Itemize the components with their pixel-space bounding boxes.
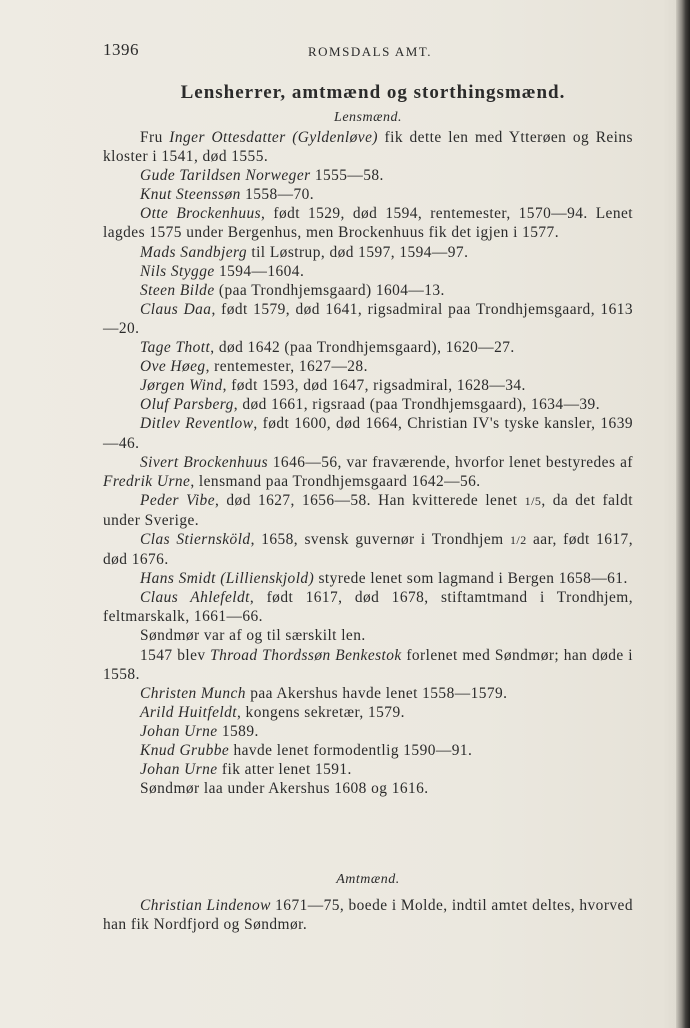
entry-paragraph [103,262,633,281]
entry-paragraph [103,703,633,722]
person-name: Clas Stiernsköld [140,530,251,548]
person-name: Oluf Parsberg [140,396,234,414]
entry-text: , født 1593, død 1647, rigsadmiral, 1628—34. [222,377,526,395]
entry-text: , død 1642 (paa Trondhjemsgaard), 1620—27. [210,339,515,357]
page-header [103,40,633,64]
person-name: Christen Munch [140,684,246,702]
person-name: Gude Tarildsen Norweger [140,167,311,185]
page-number: 1396 [103,40,139,59]
entry-text: , da det faldt under Sverige. [103,491,633,529]
entry-text: fik dette len med Ytterøen og Reins kloster i 1541, død 1555. [103,129,633,166]
entry-paragraph [103,569,633,588]
entry-text: havde lenet formodentlig 1590—91. [229,742,473,759]
entry-text: (paa Trondhjemsgaard) 1604—13. [214,281,445,299]
person-name: Claus Ahlefeldt [140,589,250,607]
page-edge-shadow [676,0,690,1028]
person-name: Steen Bilde [140,281,215,299]
fraction: 1/5 [524,493,542,508]
person-name: Jørgen Wind [140,377,223,395]
person-name: Hans Smidt (Lillienskjold) [140,570,315,588]
entry-paragraph [103,588,633,626]
person-name: Inger Ottesdatter (Gyldenløve) [169,129,378,146]
person-name: Sivert Brockenhuus [140,453,269,471]
person-name: Fredrik Urne [103,472,191,490]
entry-paragraph [103,357,633,376]
entry-paragraph [103,128,633,166]
entry-paragraph [103,453,633,491]
entry-paragraph [103,530,633,569]
entry-paragraph [103,185,633,204]
entry-prefix: Fru [140,129,170,146]
entry-text: paa Akershus havde lenet 1558—1579. [245,684,508,702]
entry-paragraph [103,741,633,760]
entry-paragraph [103,414,633,452]
entry-prefix: Søndmør laa under Akershus 1608 og 1616. [140,780,429,798]
entry-paragraph [103,281,633,300]
amtmaend-list [103,896,633,934]
person-name: Throad Thordssøn Benkestok [210,646,402,664]
entry-text: , født 1529, død 1594, rentemester, 1570—94. Lenet lagdes 1575 under Bergenhus, men Brockenhuus fik det igjen i 1577. [103,205,633,242]
section-heading-lensmaend: Lensmænd. [334,110,402,125]
entry-paragraph [103,300,633,338]
entry-paragraph [103,646,633,684]
entry-text: , 1658, svensk guvernør i Trondhjem [250,530,510,548]
entry-text: 1646—56, var fraværende, hvorfor lenet bestyredes af [268,453,633,471]
entry-paragraph [103,779,633,798]
entry-text: , død 1627, 1656—58. Han kvitterede lenet [214,491,525,509]
entry-text: styrede lenet som lagmand i Bergen 1658—61. [314,570,628,588]
entry-paragraph [103,243,633,262]
person-name: Ove Høeg [140,358,206,376]
section-heading-amtmaend: Amtmænd. [336,872,400,887]
entry-paragraph [103,166,633,185]
entry-paragraph [103,204,633,242]
entry-text: , født 1617, død 1678, stiftamtmand i Trondhjem, feltmarskalk, 1661—66. [103,589,633,626]
entry-text: 1589. [217,722,259,740]
person-name: Nils Stygge [140,262,215,280]
entry-text: 1594—1604. [214,262,305,280]
entry-paragraph [103,684,633,703]
entry-text: , kongens sekretær, 1579. [236,703,405,721]
entry-text: , død 1661, rigsraad (paa Trondhjemsgaard), 1634—39. [233,396,600,414]
person-name: Christian Lindenow [140,897,271,914]
person-name: Arild Huitfeldt [140,703,237,721]
person-name: Tage Thott [140,339,211,357]
person-name: Johan Urne [140,722,218,740]
entry-text: fik atter lenet 1591. [217,761,352,779]
running-head: ROMSDALS AMT. [308,44,433,59]
page-title: Lensherrer, amtmænd og storthingsmænd. [180,82,566,103]
person-name: Otte Brockenhuus [140,205,262,223]
person-name: Knut Steenssøn [140,186,241,204]
entry-paragraph [103,338,633,357]
entry-paragraph [103,760,633,779]
entry-paragraph [103,896,633,934]
person-name: Claus Daa [140,300,212,318]
entry-text: , rentemester, 1627—28. [205,358,368,376]
entry-text: 1671—75, boede i Molde, indtil amtet deltes, hvorved han fik Nordfjord og Søndmør. [103,897,633,934]
person-name: Peder Vibe [140,491,215,509]
entry-text: aar, født 1617, død 1676. [103,530,633,569]
entry-paragraph [103,491,633,530]
person-name: Knud Grubbe [140,742,230,759]
person-name: Johan Urne [140,761,218,779]
entry-paragraph [103,626,633,645]
person-name: Ditlev Reventlow [140,415,254,433]
entry-text: 1555—58. [310,167,384,185]
entry-text: , født 1579, død 1641, rigsadmiral paa Trondhjemsgaard, 1613—20. [103,300,634,337]
entry-text: forlenet med Søndmør; han døde i 1558. [103,646,633,683]
entry-paragraph [103,376,633,395]
entry-text: , født 1600, død 1664, Christian IV's tyske kansler, 1639—46. [103,415,633,452]
entry-paragraph [103,395,633,414]
fraction: 1/2 [509,532,527,547]
person-name: Mads Sandbjerg [140,243,248,261]
entry-paragraph [103,722,633,741]
lensmaend-list [103,128,633,798]
entry-prefix: Søndmør var af og til særskilt len. [140,627,366,645]
entry-text: til Løstrup, død 1597, 1594—97. [247,243,469,261]
entry-text: , lensmand paa Trondhjemsgaard 1642—56. [190,472,481,490]
entry-prefix: 1547 blev [140,646,211,664]
entry-text: 1558—70. [240,186,315,204]
